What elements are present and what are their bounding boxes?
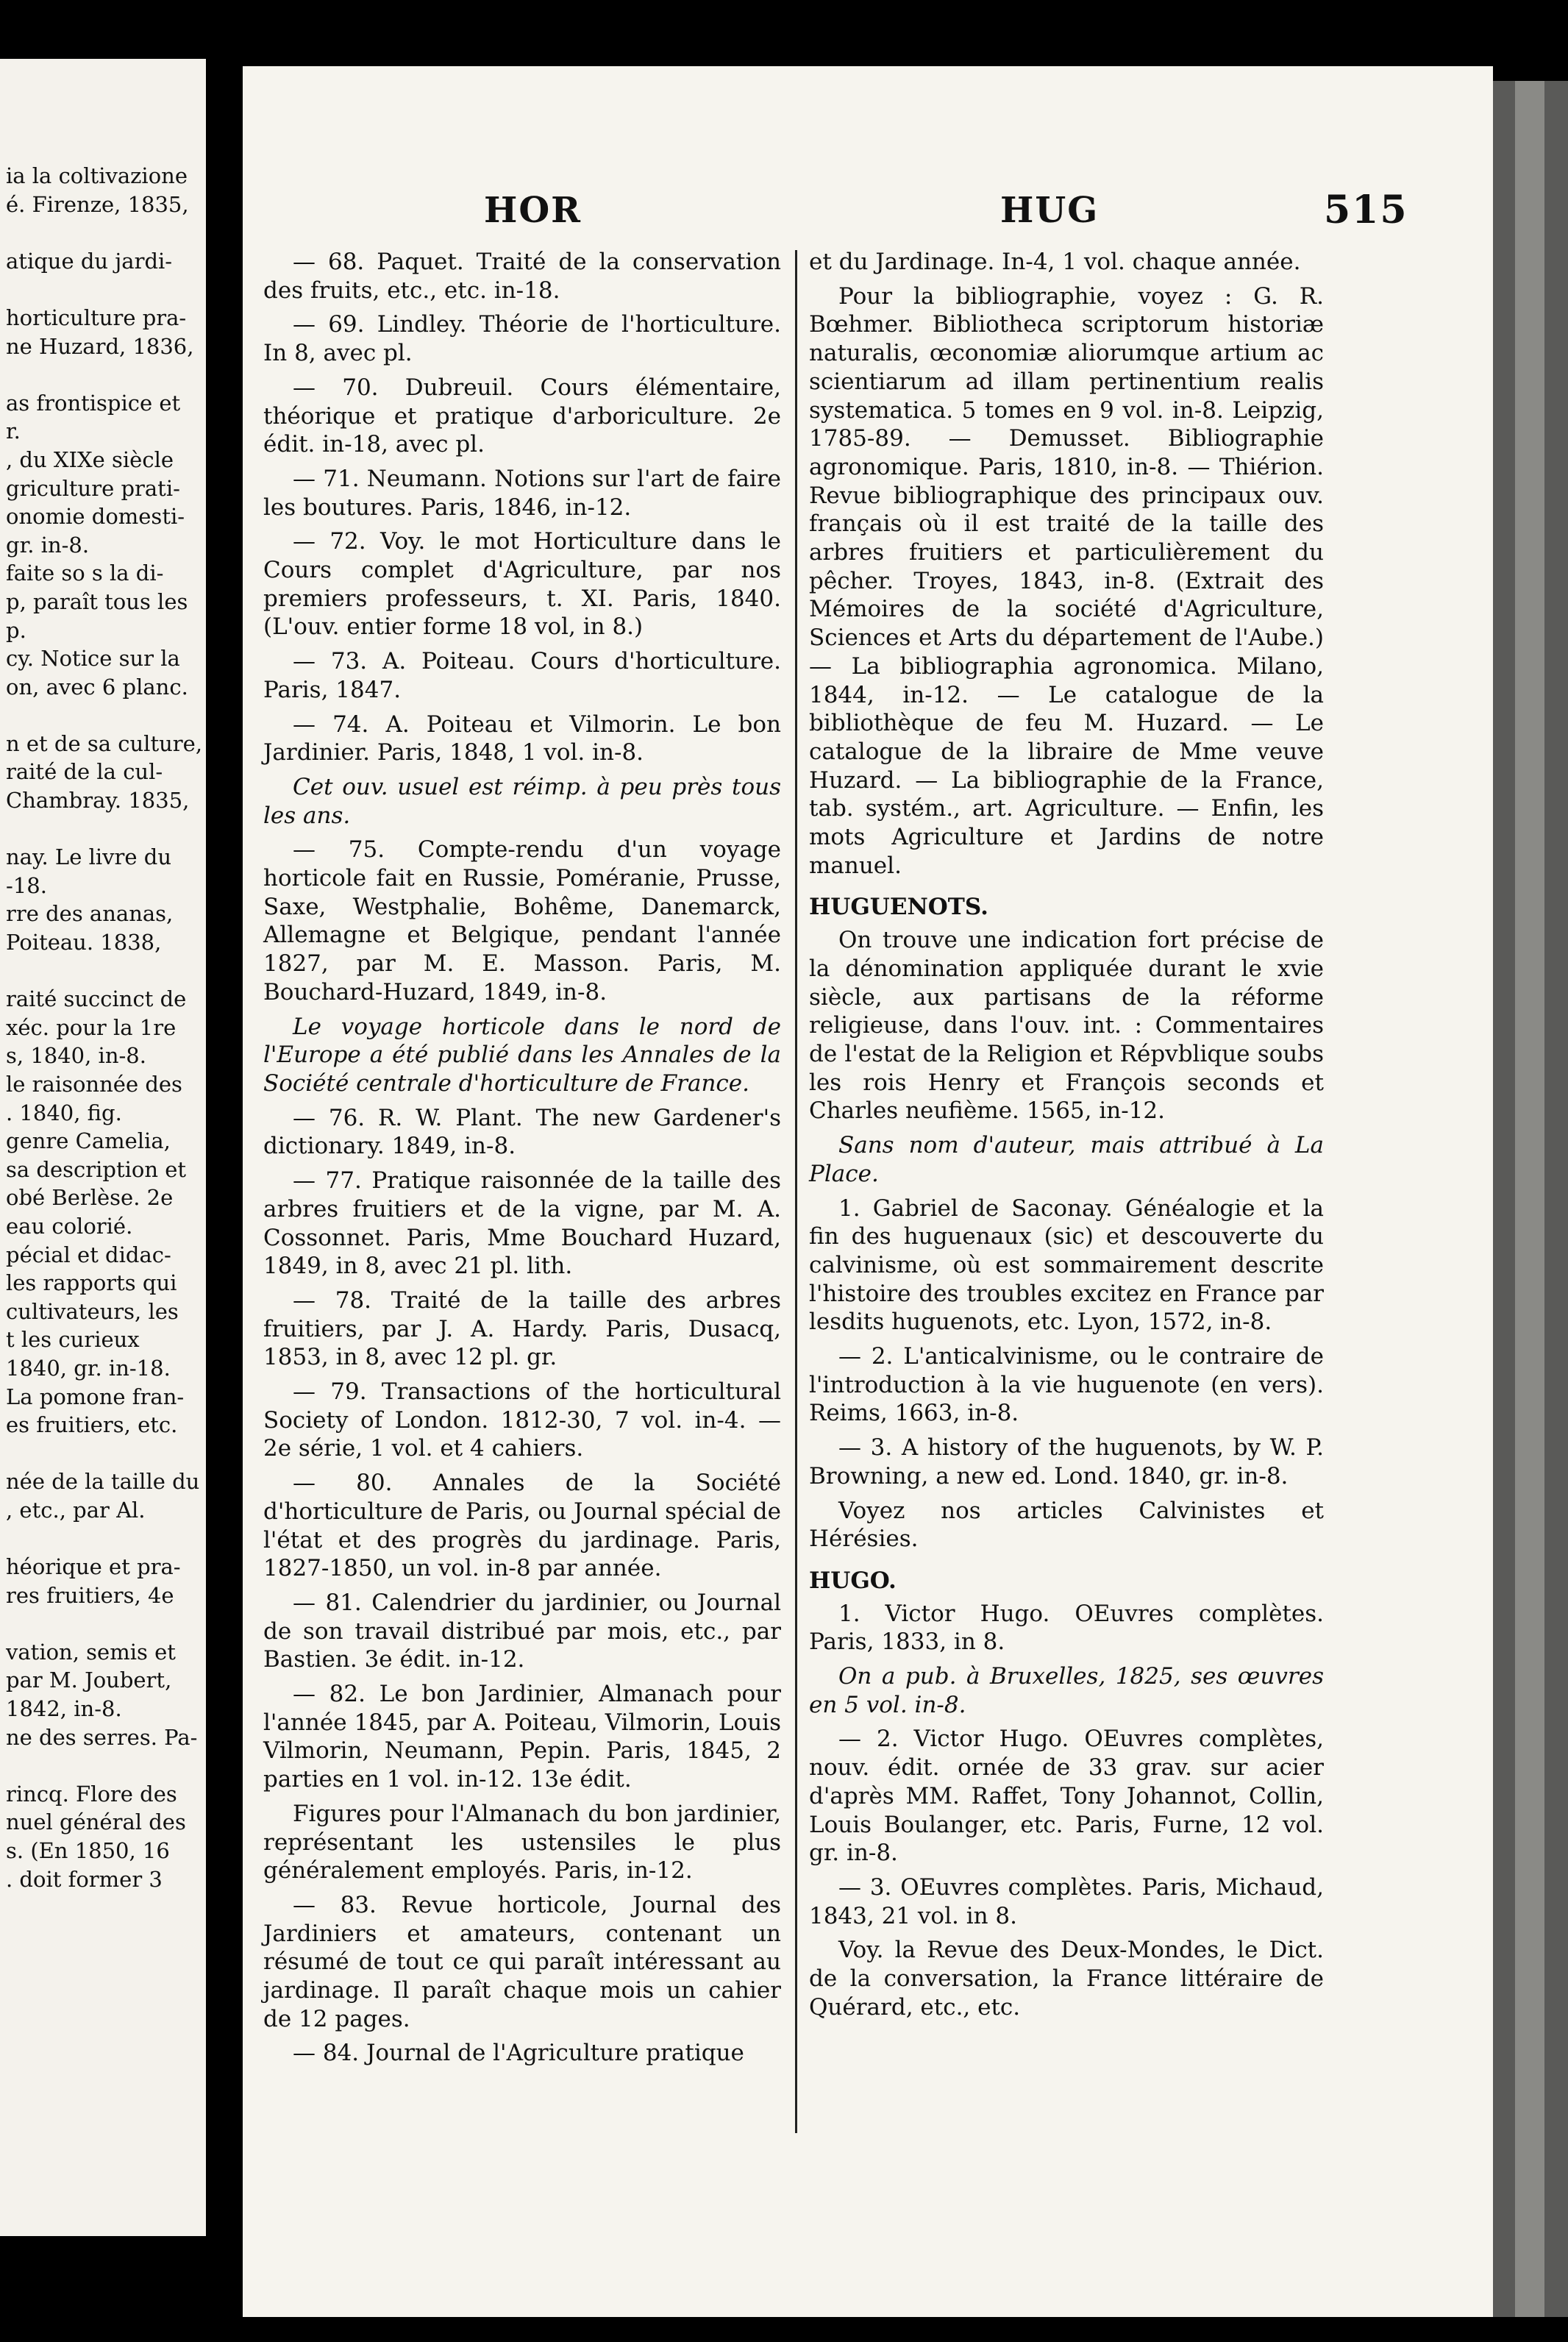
bibliography-entry: 1. Victor Hugo. OEuvres complètes. Paris, 1833, in 8. xyxy=(809,1600,1324,1656)
fragment-line: cultivateurs, les xyxy=(6,1298,179,1324)
running-head-right: HUG xyxy=(1000,190,1100,231)
bibliography-entry: — 81. Calendrier du jardinier, ou Journal de son travail distribué par mois, etc., par Bastien. 3e édit. in-12. xyxy=(263,1589,781,1673)
section-heading: HUGO. xyxy=(809,1567,897,1594)
bibliography-entry: Le voyage horticole dans le nord de l'Europe a été publié dans les Annales de la Société centrale d'horticulture de France. xyxy=(263,1013,781,1097)
fragment-line: nuel général des xyxy=(6,1809,186,1835)
fragment-line: as frontispice et xyxy=(6,390,181,416)
fragment-line: ne des serres. Pa- xyxy=(6,1724,198,1750)
bibliography-entry: — 76. R. W. Plant. The new Gardener's dictionary. 1849, in-8. xyxy=(263,1104,781,1160)
fragment-line: on, avec 6 planc. xyxy=(6,674,188,700)
bibliography-entry: Pour la bibliographie, voyez : G. R. Bœhmer. Bibliotheca scriptorum historiæ naturalis, œconomiæ aliorumque artium ac scientiarum ad illam pertinentium realis systematica. 5 tomes en 9 vol. in-8. Leipzig, 1785-89. — Demusset. Bibliographie agronomique. Paris, 1810, in-8. — Thiérion. Revue bibliographique des principaux ouv. français où il est traité de la taille des arbres fruitiers et particulièrement du pêcher. Troyes, 1843, in-8. (Extrait des Mémoires de la société d'Agriculture, Sciences et Arts du département de l'Aube.) — La bibliographia agronomica. Milano, 1844, in-12. — Le catalogue de la bibliothèque de feu M. Huzard. — Le catalogue de la libraire de Mme veuve Huzard. — La bibliographie de la France, tab. systém., art. Agriculture. — Enfin, les mots Agriculture et Jardins de notre manuel. xyxy=(809,282,1324,879)
fragment-line xyxy=(6,701,204,730)
fragment-line: p, paraît tous les xyxy=(6,588,188,614)
right-column xyxy=(809,248,1324,2027)
column-rule xyxy=(795,250,797,2133)
fragment-line: raité de la cul- xyxy=(6,759,163,785)
bibliography-entry: — 3. A history of the huguenots, by W. P. Browning, a new ed. Lond. 1840, gr. in-8. xyxy=(809,1434,1324,1489)
fragment-line: eau colorié. xyxy=(6,1213,133,1239)
bibliography-entry: On a pub. à Bruxelles, 1825, ses œuvres en 5 vol. in-8. xyxy=(809,1663,1324,1718)
fragment-line: griculture prati- xyxy=(6,475,180,501)
bibliography-entry: Sans nom d'auteur, mais attribué à La Place. xyxy=(809,1132,1324,1187)
bibliography-entry: — 70. Dubreuil. Cours élémentaire, théorique et pratique d'arboriculture. 2e édit. in-18, avec pl. xyxy=(263,374,781,458)
bibliography-entry: et du Jardinage. In-4, 1 vol. chaque année. xyxy=(809,249,1301,275)
fragment-line: s, 1840, in-8. xyxy=(6,1043,146,1069)
section-heading: HUGUENOTS. xyxy=(809,894,988,921)
page-number: 515 xyxy=(1324,188,1408,232)
bibliography-entry: On trouve une indication fort précise de la dénomination appliquée durant le xvie siècle, aux partisans de la réforme religieuse, dans l'ouv. int. : Commentaires de l'estat de la Religion et Répvblique soubs les rois Henry et François seconds et Charles neufième. 1565, in-12. xyxy=(809,927,1324,1125)
bibliography-entry: — 75. Compte-rendu d'un voyage horticole fait en Russie, Poméranie, Prusse, Saxe, Westphalie, Bohême, Danemarck, Allemagne et Belgique, pendant l'année 1827, par M. E. Masson. Paris, M. Bouchard-Huzard, 1849, in-8. xyxy=(263,836,781,1006)
fragment-line: , etc., par Al. xyxy=(6,1497,146,1523)
left-page-text xyxy=(6,162,204,1893)
bibliography-entry: Cet ouv. usuel est réimp. à peu près tous les ans. xyxy=(263,773,781,829)
bibliography-entry: — 83. Revue horticole, Journal des Jardiniers et amateurs, contenant un résumé de tout ce qui paraît intéressant au jardinage. Il paraît chaque mois un cahier de 12 pages. xyxy=(263,1891,781,2032)
bibliography-entry: — 2. Victor Hugo. OEuvres complètes, nouv. édit. ornée de 33 grav. sur acier d'après MM. Raffet, Tony Johannot, Collin, Louis Boulanger, etc. Paris, Furne, 12 vol. gr. in-8. xyxy=(809,1726,1324,1867)
fragment-line: 1842, in-8. xyxy=(6,1696,122,1722)
fragment-line: obé Berlèse. 2e xyxy=(6,1185,174,1211)
fragment-line xyxy=(6,1609,204,1638)
fragment-line: es fruitiers, etc. xyxy=(6,1412,178,1438)
bibliography-entry: — 77. Pratique raisonnée de la taille des arbres fruitiers et de la vigne, par M. A. Cossonnet. Paris, Mme Bouchard Huzard, 1849, in 8, avec 21 pl. lith. xyxy=(263,1167,781,1280)
fragment-line: ia la coltivazione xyxy=(6,163,188,188)
fragment-line: les rapports qui xyxy=(6,1270,177,1296)
page xyxy=(243,66,1493,2317)
fragment-line: horticulture pra- xyxy=(6,305,187,330)
fragment-line: . 1840, fig. xyxy=(6,1100,122,1125)
bibliography-entry: Voy. la Revue des Deux-Mondes, le Dict. de la conversation, la France littéraire de Quérard, etc., etc. xyxy=(809,1937,1324,2021)
fragment-line: nay. Le livre du xyxy=(6,844,171,870)
fragment-line: , du XIXe siècle xyxy=(6,446,174,472)
bibliography-entry: — 72. Voy. le mot Horticulture dans le Cours complet d'Agriculture, par nos premiers professeurs, t. XI. Paris, 1840. (L'ouv. entier forme 18 vol, in 8.) xyxy=(263,528,781,641)
bibliography-entry: Figures pour l'Almanach du bon jardinier, représentant les ustensiles le plus généralement employés. Paris, in-12. xyxy=(263,1800,781,1884)
fragment-line: res fruitiers, 4e xyxy=(6,1582,174,1608)
bibliography-entry: — 3. OEuvres complètes. Paris, Michaud, 1843, 21 vol. in 8. xyxy=(809,1873,1324,1929)
fragment-line: par M. Joubert, xyxy=(6,1667,172,1693)
fragment-line: Chambray. 1835, xyxy=(6,788,190,814)
fragment-line xyxy=(6,1439,204,1468)
fragment-line: gr. in-8. xyxy=(6,532,90,558)
fragment-line: raité succinct de xyxy=(6,986,187,1012)
fragment-line: r. xyxy=(6,419,21,444)
fragment-line: genre Camelia, xyxy=(6,1128,171,1154)
bibliography-entry: — 74. A. Poiteau et Vilmorin. Le bon Jardinier. Paris, 1848, 1 vol. in-8. xyxy=(263,711,781,766)
bibliography-entry: — 71. Neumann. Notions sur l'art de faire les boutures. Paris, 1846, in-12. xyxy=(263,465,781,521)
bibliography-entry: — 84. Journal de l'Agriculture pratique xyxy=(293,2040,744,2067)
fragment-line: cy. Notice sur la xyxy=(6,646,180,672)
fragment-line xyxy=(6,360,204,389)
bibliography-entry: — 78. Traité de la taille des arbres fruitiers, par J. A. Hardy. Paris, Dusacq, 1853, in 8, avec 12 pl. gr. xyxy=(263,1286,781,1371)
fragment-line: Poiteau. 1838, xyxy=(6,930,162,955)
fragment-line: onomie domesti- xyxy=(6,504,185,530)
bibliography-entry: — 69. Lindley. Théorie de l'horticulture. In 8, avec pl. xyxy=(263,311,781,367)
fragment-line xyxy=(6,218,204,247)
fragment-line: xéc. pour la 1re xyxy=(6,1014,177,1040)
fragment-line: p. xyxy=(6,617,26,643)
bibliography-entry: 1. Gabriel de Saconay. Généalogie et la fin des huguenaux (sic) et descouverte du calvinisme, où est sommairement descrite l'histoire des troubles excitez en France par lesdits huguenots, etc. Lyon, 1572, in-8. xyxy=(809,1195,1324,1336)
fragment-line: vation, semis et xyxy=(6,1639,176,1665)
fragment-line: sa description et xyxy=(6,1156,187,1182)
fragment-line: t les curieux xyxy=(6,1327,140,1353)
fragment-line: née de la taille du xyxy=(6,1469,200,1495)
fragment-line: -18. xyxy=(6,872,47,898)
fragment-line: La pomone fran- xyxy=(6,1384,185,1409)
fragment-line xyxy=(6,275,204,304)
fragment-line: 1840, gr. in-18. xyxy=(6,1355,171,1381)
fragment-line: faite so s la di- xyxy=(6,560,164,586)
fragment-line: le raisonnée des xyxy=(6,1072,182,1097)
fragment-line: é. Firenze, 1835, xyxy=(6,191,189,217)
bibliography-entry: Voyez nos articles Calvinistes et Hérésies. xyxy=(809,1497,1324,1553)
fragment-line: rincq. Flore des xyxy=(6,1781,177,1807)
running-head-left: HOR xyxy=(484,190,582,231)
left-page-fragment xyxy=(0,59,206,2236)
fragment-line: héorique et pra- xyxy=(6,1554,181,1580)
bibliography-entry: — 82. Le bon Jardinier, Almanach pour l'année 1845, par A. Poiteau, Vilmorin, Louis Vilmorin, Neumann, Pepin. Paris, 1845, 2 parties en 1 vol. in-12. 13e édit. xyxy=(263,1681,781,1793)
fragment-line: pécial et didac- xyxy=(6,1242,171,1267)
bibliography-entry: — 68. Paquet. Traité de la conservation des fruits, etc., etc. in-18. xyxy=(263,249,781,304)
fragment-line xyxy=(6,815,204,844)
bibliography-entry: — 79. Transactions of the horticultural Society of London. 1812-30, 7 vol. in-4. — 2e série, 1 vol. et 4 cahiers. xyxy=(263,1378,781,1462)
bibliography-entry: — 73. A. Poiteau. Cours d'horticulture. Paris, 1847. xyxy=(263,648,781,703)
fragment-line xyxy=(6,1525,204,1553)
fragment-line: ne Huzard, 1836, xyxy=(6,333,194,359)
fragment-line: rre des ananas, xyxy=(6,901,174,927)
left-column xyxy=(263,248,781,2074)
fragment-line: atique du jardi- xyxy=(6,248,173,274)
fragment-line xyxy=(6,1751,204,1780)
page-edge xyxy=(1493,81,1568,2317)
fragment-line: n et de sa culture, xyxy=(6,730,203,756)
fragment-line xyxy=(6,957,204,986)
bibliography-entry: — 80. Annales de la Société d'horticulture de Paris, ou Journal spécial de l'état et des progrès du jardinage. Paris, 1827-1850, un vol. in-8 par année. xyxy=(263,1470,781,1582)
fragment-line: s. (En 1850, 16 xyxy=(6,1838,170,1864)
bibliography-entry: — 2. L'anticalvinisme, ou le contraire de l'introduction à la vie huguenote (en vers). Reims, 1663, in-8. xyxy=(809,1343,1324,1427)
fragment-line: . doit former 3 xyxy=(6,1866,163,1892)
